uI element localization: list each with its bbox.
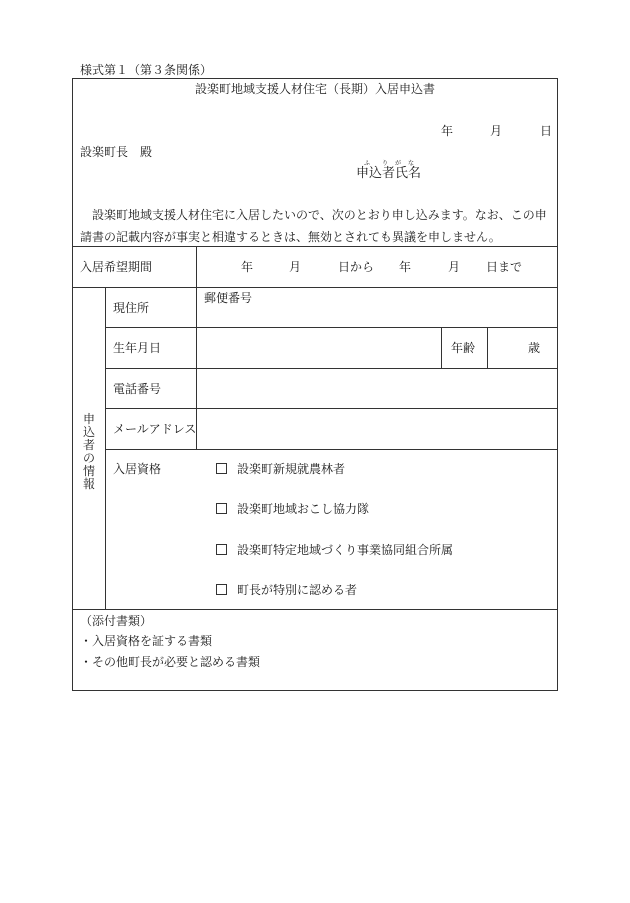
period-month-to: 月 (448, 260, 461, 274)
address-label: 現住所 (113, 301, 150, 315)
checkbox-icon[interactable] (216, 584, 227, 595)
rule-info-bottom (72, 609, 558, 610)
body-text-line2: 請書の記載内容が事実と相違するときは、無効とされても異議を申しません。 (80, 230, 501, 244)
email-label: メールアドレス (113, 422, 197, 436)
birthdate-field[interactable] (200, 331, 438, 365)
applicant-name-label: 申込者氏名 (356, 166, 422, 181)
qualification-label: 入居資格 (113, 462, 162, 476)
addressee: 設楽町長 殿 (80, 145, 153, 159)
rule-age-left (441, 327, 442, 368)
option-label: 設楽町地域おこし協力隊 (237, 502, 370, 516)
checkbox-icon[interactable] (216, 463, 227, 474)
date-month: 月 (490, 124, 503, 138)
qualification-option-cooperative[interactable] (216, 543, 453, 557)
email-field[interactable] (200, 412, 554, 446)
rule-period-col (196, 246, 197, 287)
period-label: 入居希望期間 (80, 260, 153, 274)
phone-field[interactable] (200, 372, 554, 405)
attachment-item: ・入居資格を証する書類 (80, 634, 213, 648)
period-day-to: 日まで (486, 260, 523, 274)
phone-label: 電話番号 (113, 382, 162, 396)
age-field[interactable] (490, 331, 526, 365)
rule-period-bottom (72, 287, 558, 288)
period-month-from: 月 (289, 260, 302, 274)
rule-age-right (487, 327, 488, 368)
qualification-option-cooperation-team[interactable] (216, 502, 369, 516)
qualification-option-farmer[interactable] (216, 462, 345, 476)
age-unit: 歳 (528, 341, 541, 355)
period-year-to: 年 (399, 260, 412, 274)
ruby-na: な (408, 160, 415, 167)
rule-email-bottom (105, 449, 558, 450)
form-title: 設楽町地域支援人材住宅（長期）入居申込書 (194, 82, 435, 96)
option-label: 設楽町特定地域づくり事業協同組合所属 (237, 543, 454, 557)
birthdate-label: 生年月日 (113, 341, 162, 355)
rule-birth-bottom (105, 368, 558, 369)
body-text-line1: 設楽町地域支援人材住宅に入居したいので、次のとおり申し込みます。なお、この申 (92, 208, 547, 222)
option-label: 設楽町新規就農林者 (237, 462, 346, 476)
postal-code-label: 郵便番号 (204, 291, 253, 305)
qualification-option-mayor-approved[interactable] (216, 583, 357, 597)
period-day-from: 日から (338, 260, 375, 274)
checkbox-icon[interactable] (216, 544, 227, 555)
attachments-heading: （添付書類） (80, 614, 153, 628)
form-number: 様式第１（第３条関係） (80, 63, 213, 77)
date-day: 日 (540, 124, 553, 138)
section-applicant-info: 申込者の情報 (82, 412, 95, 491)
ruby-ri: り (382, 160, 389, 167)
rule-section-col (105, 287, 106, 609)
address-field[interactable] (205, 306, 550, 324)
ruby-fu: ふ (364, 160, 371, 167)
rule-address-bottom (105, 327, 558, 328)
period-year-from: 年 (241, 260, 254, 274)
checkbox-icon[interactable] (216, 503, 227, 514)
date-year: 年 (441, 124, 454, 138)
ruby-ga: が (395, 160, 402, 167)
rule-phone-bottom (105, 408, 558, 409)
age-label: 年齢 (451, 341, 476, 355)
rule-header-bottom (72, 246, 558, 247)
option-label: 町長が特別に認める者 (237, 583, 358, 597)
attachment-item: ・その他町長が必要と認める書類 (80, 655, 261, 669)
